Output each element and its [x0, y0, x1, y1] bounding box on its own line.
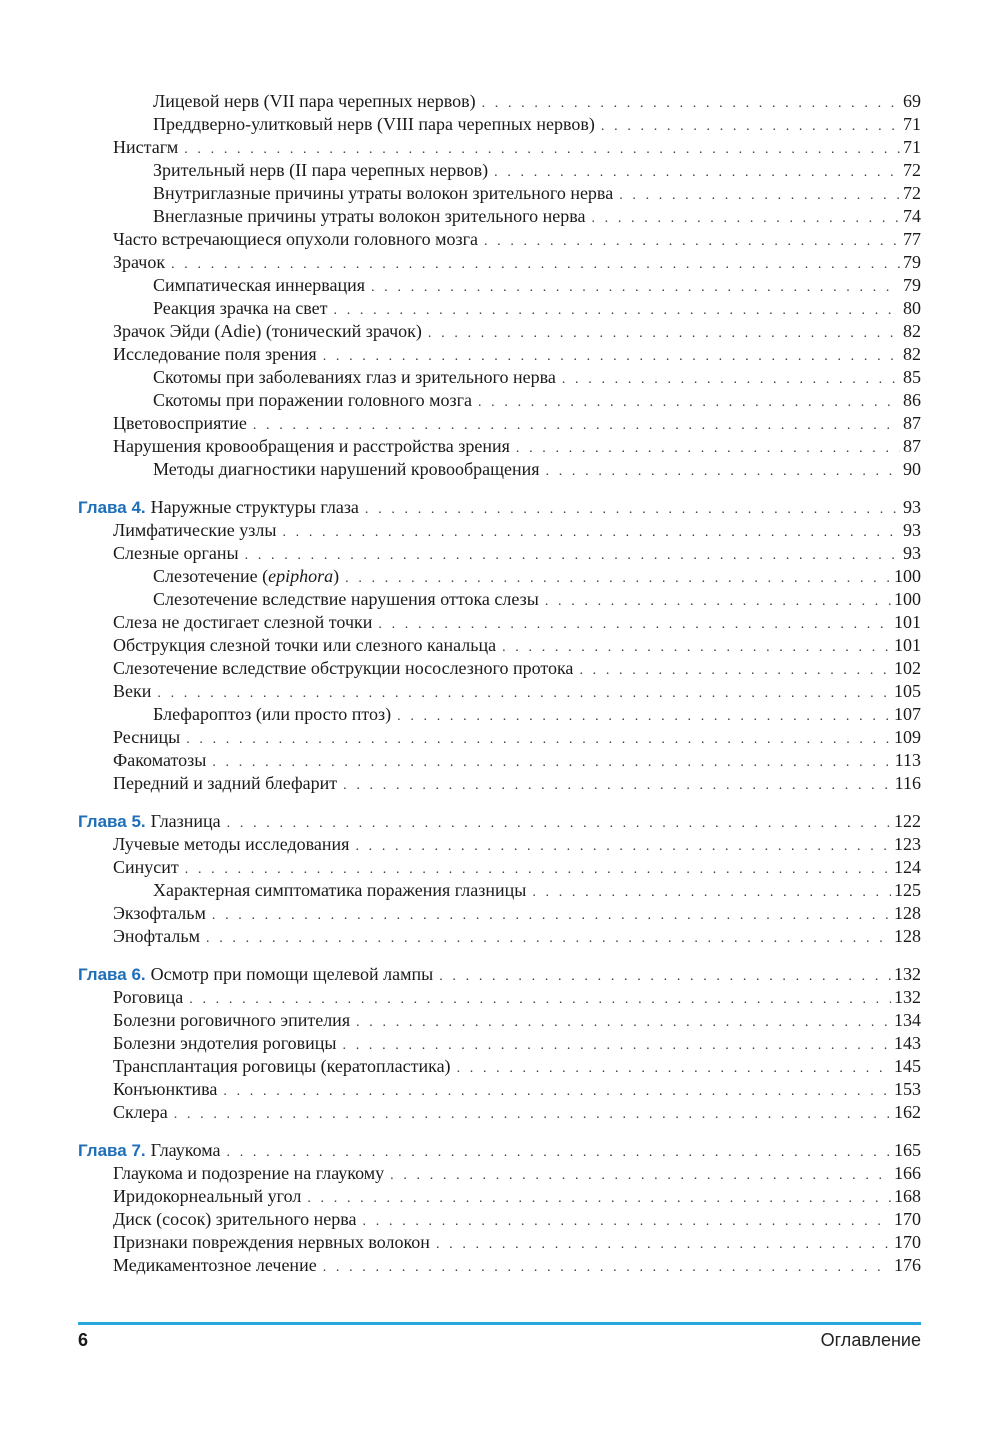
dot-leader [343, 1034, 892, 1057]
dot-leader [184, 138, 900, 161]
toc-entry[interactable] [78, 297, 921, 320]
chapter-gap [78, 795, 921, 810]
toc-entry-title: Конъюнктива [113, 1079, 218, 1099]
toc-page-number: 145 [894, 1056, 921, 1076]
toc-entry-title: Факоматозы [113, 750, 207, 770]
toc-chapter-entry[interactable] [78, 963, 921, 986]
toc-page-number: 128 [894, 926, 921, 946]
dot-leader [371, 276, 900, 299]
toc-page-number: 109 [894, 727, 921, 747]
toc-page-number: 72 [903, 183, 921, 203]
toc-entry-title: Обструкция слезной точки или слезного канальца [113, 635, 497, 655]
toc-entry-title: Исследование поля зрения [113, 344, 317, 364]
toc-entry-title: Слезотечение (epiphora) [153, 566, 340, 586]
toc-entry-title: Слеза не достигает слезной точки [113, 612, 373, 632]
toc-page-number: 74 [903, 206, 921, 226]
toc-entry[interactable] [78, 228, 921, 251]
toc-page-number: 69 [903, 91, 921, 111]
toc-entry-title: Реакция зрачка на свет [153, 298, 328, 318]
toc-page-number: 71 [903, 137, 921, 157]
chapter-label: Глава 4. [78, 498, 146, 517]
toc-chapter-entry[interactable] [78, 1139, 921, 1162]
toc-page-number: 143 [894, 1033, 921, 1053]
dot-leader [494, 161, 900, 184]
toc-entry-title: Нистагм [113, 137, 179, 157]
toc-entry[interactable] [78, 565, 921, 588]
toc-entry[interactable] [78, 634, 921, 657]
dot-leader [356, 1011, 891, 1034]
dot-leader [212, 751, 891, 774]
dot-leader [390, 1164, 891, 1187]
toc-entry[interactable] [78, 1078, 921, 1101]
toc-entry-title: Экзофтальм [113, 903, 206, 923]
toc-entry[interactable] [78, 458, 921, 481]
toc-entry[interactable] [78, 1208, 921, 1231]
toc-page-number: 93 [903, 543, 921, 563]
toc-entry-title: Веки [113, 681, 152, 701]
dot-leader [343, 774, 892, 797]
dot-leader [436, 1233, 891, 1256]
dot-leader [579, 659, 891, 682]
toc-entry-title: Глава 4. Наружные структуры глаза [78, 497, 359, 517]
toc-page-number: 134 [894, 1010, 921, 1030]
toc-page-number: 82 [903, 344, 921, 364]
toc-entry-title: Иридокорнеальный угол [113, 1186, 302, 1206]
table-of-contents [78, 90, 921, 1277]
toc-page-number: 79 [903, 275, 921, 295]
dot-leader [363, 1210, 891, 1233]
toc-page-number: 153 [894, 1079, 921, 1099]
toc-entry[interactable] [78, 412, 921, 435]
toc-entry[interactable] [78, 879, 921, 902]
dot-leader [532, 881, 891, 904]
dot-leader [428, 322, 900, 345]
dot-leader [227, 1141, 892, 1164]
toc-page-number: 170 [894, 1232, 921, 1252]
dot-leader [185, 858, 891, 881]
chapter-label: Глава 6. [78, 965, 146, 984]
dot-leader [174, 1103, 891, 1126]
footer-rule [78, 1322, 921, 1325]
dot-leader [323, 1256, 891, 1279]
toc-entry-title: Зрительный нерв (II пара черепных нервов) [153, 160, 489, 180]
toc-page-number: 71 [903, 114, 921, 134]
toc-page-number: 100 [894, 589, 921, 609]
toc-page-number: 85 [903, 367, 921, 387]
toc-entry[interactable] [78, 588, 921, 611]
dot-leader [484, 230, 900, 253]
dot-leader [439, 965, 891, 988]
toc-page-number: 100 [894, 566, 921, 586]
toc-page-number: 165 [894, 1140, 921, 1160]
toc-page-number: 87 [903, 436, 921, 456]
toc-entry[interactable] [78, 1055, 921, 1078]
toc-entry-title: Скотомы при заболеваниях глаз и зрительного нерва [153, 367, 556, 387]
toc-page-number: 170 [894, 1209, 921, 1229]
toc-entry-title: Характерная симптоматика поражения глазницы [153, 880, 527, 900]
toc-entry-title: Внутриглазные причины утраты волокон зрительного нерва [153, 183, 614, 203]
toc-entry-title: Часто встречающиеся опухоли головного мозга [113, 229, 478, 249]
toc-chapter-entry[interactable] [78, 496, 921, 519]
dot-leader [307, 1187, 891, 1210]
toc-entry-title: Болезни роговичного эпителия [113, 1010, 351, 1030]
dot-leader [397, 705, 891, 728]
toc-entry-title: Слезные органы [113, 543, 239, 563]
toc-entry[interactable] [78, 136, 921, 159]
toc-entry[interactable] [78, 1032, 921, 1055]
toc-entry[interactable] [78, 159, 921, 182]
dot-leader [282, 521, 900, 544]
running-footer-title: Оглавление [820, 1330, 921, 1350]
dot-leader [227, 812, 891, 835]
toc-entry-title: Глава 6. Осмотр при помощи щелевой лампы [78, 964, 434, 984]
toc-entry-title: Медикаментозное лечение [113, 1255, 317, 1275]
toc-entry-title: Зрачок [113, 252, 166, 272]
toc-entry-title: Диск (сосок) зрительного нерва [113, 1209, 357, 1229]
dot-leader [457, 1057, 891, 1080]
toc-entry[interactable] [78, 542, 921, 565]
toc-entry-title: Лучевые методы исследования [113, 834, 350, 854]
toc-entry[interactable] [78, 772, 921, 795]
toc-page-number: 90 [903, 459, 921, 479]
toc-entry[interactable] [78, 902, 921, 925]
dot-leader [345, 567, 891, 590]
dot-leader [619, 184, 900, 207]
toc-entry[interactable] [78, 343, 921, 366]
toc-entry[interactable] [78, 1162, 921, 1185]
toc-page-number: 128 [894, 903, 921, 923]
toc-page-number: 102 [894, 658, 921, 678]
toc-entry-title: Лимфатические узлы [113, 520, 277, 540]
dot-leader [365, 498, 900, 521]
chapter-gap [78, 948, 921, 963]
toc-entry-title: Роговица [113, 987, 184, 1007]
toc-page-number: 93 [903, 520, 921, 540]
dot-leader [601, 115, 900, 138]
toc-page-number: 123 [894, 834, 921, 854]
toc-entry-title: Синусит [113, 857, 179, 877]
dot-leader [562, 368, 900, 391]
dot-leader [206, 927, 891, 950]
chapter-gap [78, 1124, 921, 1139]
toc-entry-title: Признаки повреждения нервных волокон [113, 1232, 430, 1252]
toc-entry[interactable] [78, 274, 921, 297]
toc-page-number: 79 [903, 252, 921, 272]
toc-page-number: 93 [903, 497, 921, 517]
dot-leader [157, 682, 891, 705]
toc-entry-title: Глаукома и подозрение на глаукому [113, 1163, 385, 1183]
toc-page-number: 168 [894, 1186, 921, 1206]
toc-entry-title: Нарушения кровообращения и расстройства зрения [113, 436, 510, 456]
toc-entry-title: Скотомы при поражении головного мозга [153, 390, 472, 410]
chapter-label: Глава 7. [78, 1141, 146, 1160]
toc-entry[interactable] [78, 519, 921, 542]
toc-entry-title: Передний и задний блефарит [113, 773, 338, 793]
toc-page-number: 166 [894, 1163, 921, 1183]
dot-leader [591, 207, 900, 230]
toc-entry-title: Методы диагностики нарушений кровообращения [153, 459, 540, 479]
dot-leader [223, 1080, 891, 1103]
toc-entry-title: Цветовосприятие [113, 413, 247, 433]
toc-page-number: 87 [903, 413, 921, 433]
toc-page-number: 101 [894, 612, 921, 632]
toc-entry[interactable] [78, 680, 921, 703]
toc-entry-title: Симпатическая иннервация [153, 275, 366, 295]
toc-entry[interactable] [78, 925, 921, 948]
toc-entry-title: Трансплантация роговицы (кератопластика) [113, 1056, 451, 1076]
toc-entry[interactable] [78, 1231, 921, 1254]
toc-entry[interactable] [78, 366, 921, 389]
toc-page-number: 113 [894, 750, 921, 770]
toc-entry[interactable] [78, 1185, 921, 1208]
toc-page-number: 132 [894, 964, 921, 984]
toc-entry-title: Лицевой нерв (VII пара черепных нервов) [153, 91, 476, 111]
dot-leader [355, 835, 891, 858]
dot-leader [478, 391, 900, 414]
toc-entry[interactable] [78, 749, 921, 772]
toc-entry[interactable] [78, 611, 921, 634]
toc-entry-title: Энофтальм [113, 926, 200, 946]
dot-leader [545, 590, 891, 613]
toc-chapter-entry[interactable] [78, 810, 921, 833]
toc-entry-title: Внеглазные причины утраты волокон зрительного нерва [153, 206, 586, 226]
toc-entry-title: Глава 5. Глазница [78, 811, 221, 831]
chapter-gap [78, 481, 921, 496]
dot-leader [482, 92, 900, 115]
toc-entry[interactable] [78, 205, 921, 228]
toc-page-number: 72 [903, 160, 921, 180]
toc-entry-title: Болезни эндотелия роговицы [113, 1033, 337, 1053]
toc-entry[interactable] [78, 833, 921, 856]
toc-page-number: 86 [903, 390, 921, 410]
toc-page-number: 105 [894, 681, 921, 701]
toc-page-number: 124 [894, 857, 921, 877]
toc-entry[interactable] [78, 90, 921, 113]
chapter-label: Глава 5. [78, 812, 146, 831]
toc-entry[interactable] [78, 726, 921, 749]
dot-leader [245, 544, 900, 567]
toc-entry-title: Блефароптоз (или просто птоз) [153, 704, 392, 724]
toc-page-number: 77 [903, 229, 921, 249]
toc-entry[interactable] [78, 986, 921, 1009]
dot-leader [546, 460, 900, 483]
dot-leader [171, 253, 900, 276]
page-number: 6 [78, 1330, 89, 1350]
dot-leader [253, 414, 900, 437]
toc-page-number: 101 [894, 635, 921, 655]
dot-leader [378, 613, 891, 636]
dot-leader [516, 437, 900, 460]
toc-page-number: 80 [903, 298, 921, 318]
toc-entry[interactable] [78, 389, 921, 412]
dot-leader [212, 904, 891, 927]
toc-page-number: 116 [894, 773, 921, 793]
toc-page-number: 125 [894, 880, 921, 900]
toc-page-number: 82 [903, 321, 921, 341]
toc-page-number: 162 [894, 1102, 921, 1122]
toc-page-number: 122 [894, 811, 921, 831]
toc-page-number: 176 [894, 1255, 921, 1275]
dot-leader [189, 988, 891, 1011]
toc-entry-title: Преддверно-улитковый нерв (VIII пара черепных нервов) [153, 114, 595, 134]
toc-entry-title: Слезотечение вследствие нарушения оттока слезы [153, 589, 539, 609]
dot-leader [334, 299, 900, 322]
toc-entry-title: Слезотечение вследствие обструкции носослезного протока [113, 658, 574, 678]
toc-entry[interactable] [78, 703, 921, 726]
toc-entry[interactable] [78, 182, 921, 205]
toc-entry-title: Ресницы [113, 727, 181, 747]
dot-leader [323, 345, 900, 368]
toc-entry[interactable] [78, 1009, 921, 1032]
toc-entry[interactable] [78, 1101, 921, 1124]
toc-entry[interactable] [78, 113, 921, 136]
dot-leader [502, 636, 891, 659]
toc-entry-title: Склера [113, 1102, 168, 1122]
toc-entry[interactable] [78, 435, 921, 458]
toc-page-number: 107 [894, 704, 921, 724]
toc-entry[interactable] [78, 320, 921, 343]
toc-entry[interactable] [78, 657, 921, 680]
toc-entry[interactable] [78, 856, 921, 879]
toc-entry[interactable] [78, 251, 921, 274]
dot-leader [186, 728, 891, 751]
toc-page-number: 132 [894, 987, 921, 1007]
toc-entry[interactable] [78, 1254, 921, 1277]
toc-entry-title: Зрачок Эйди (Adie) (тонический зрачок) [113, 321, 422, 341]
toc-entry-title: Глава 7. Глаукома [78, 1140, 221, 1160]
